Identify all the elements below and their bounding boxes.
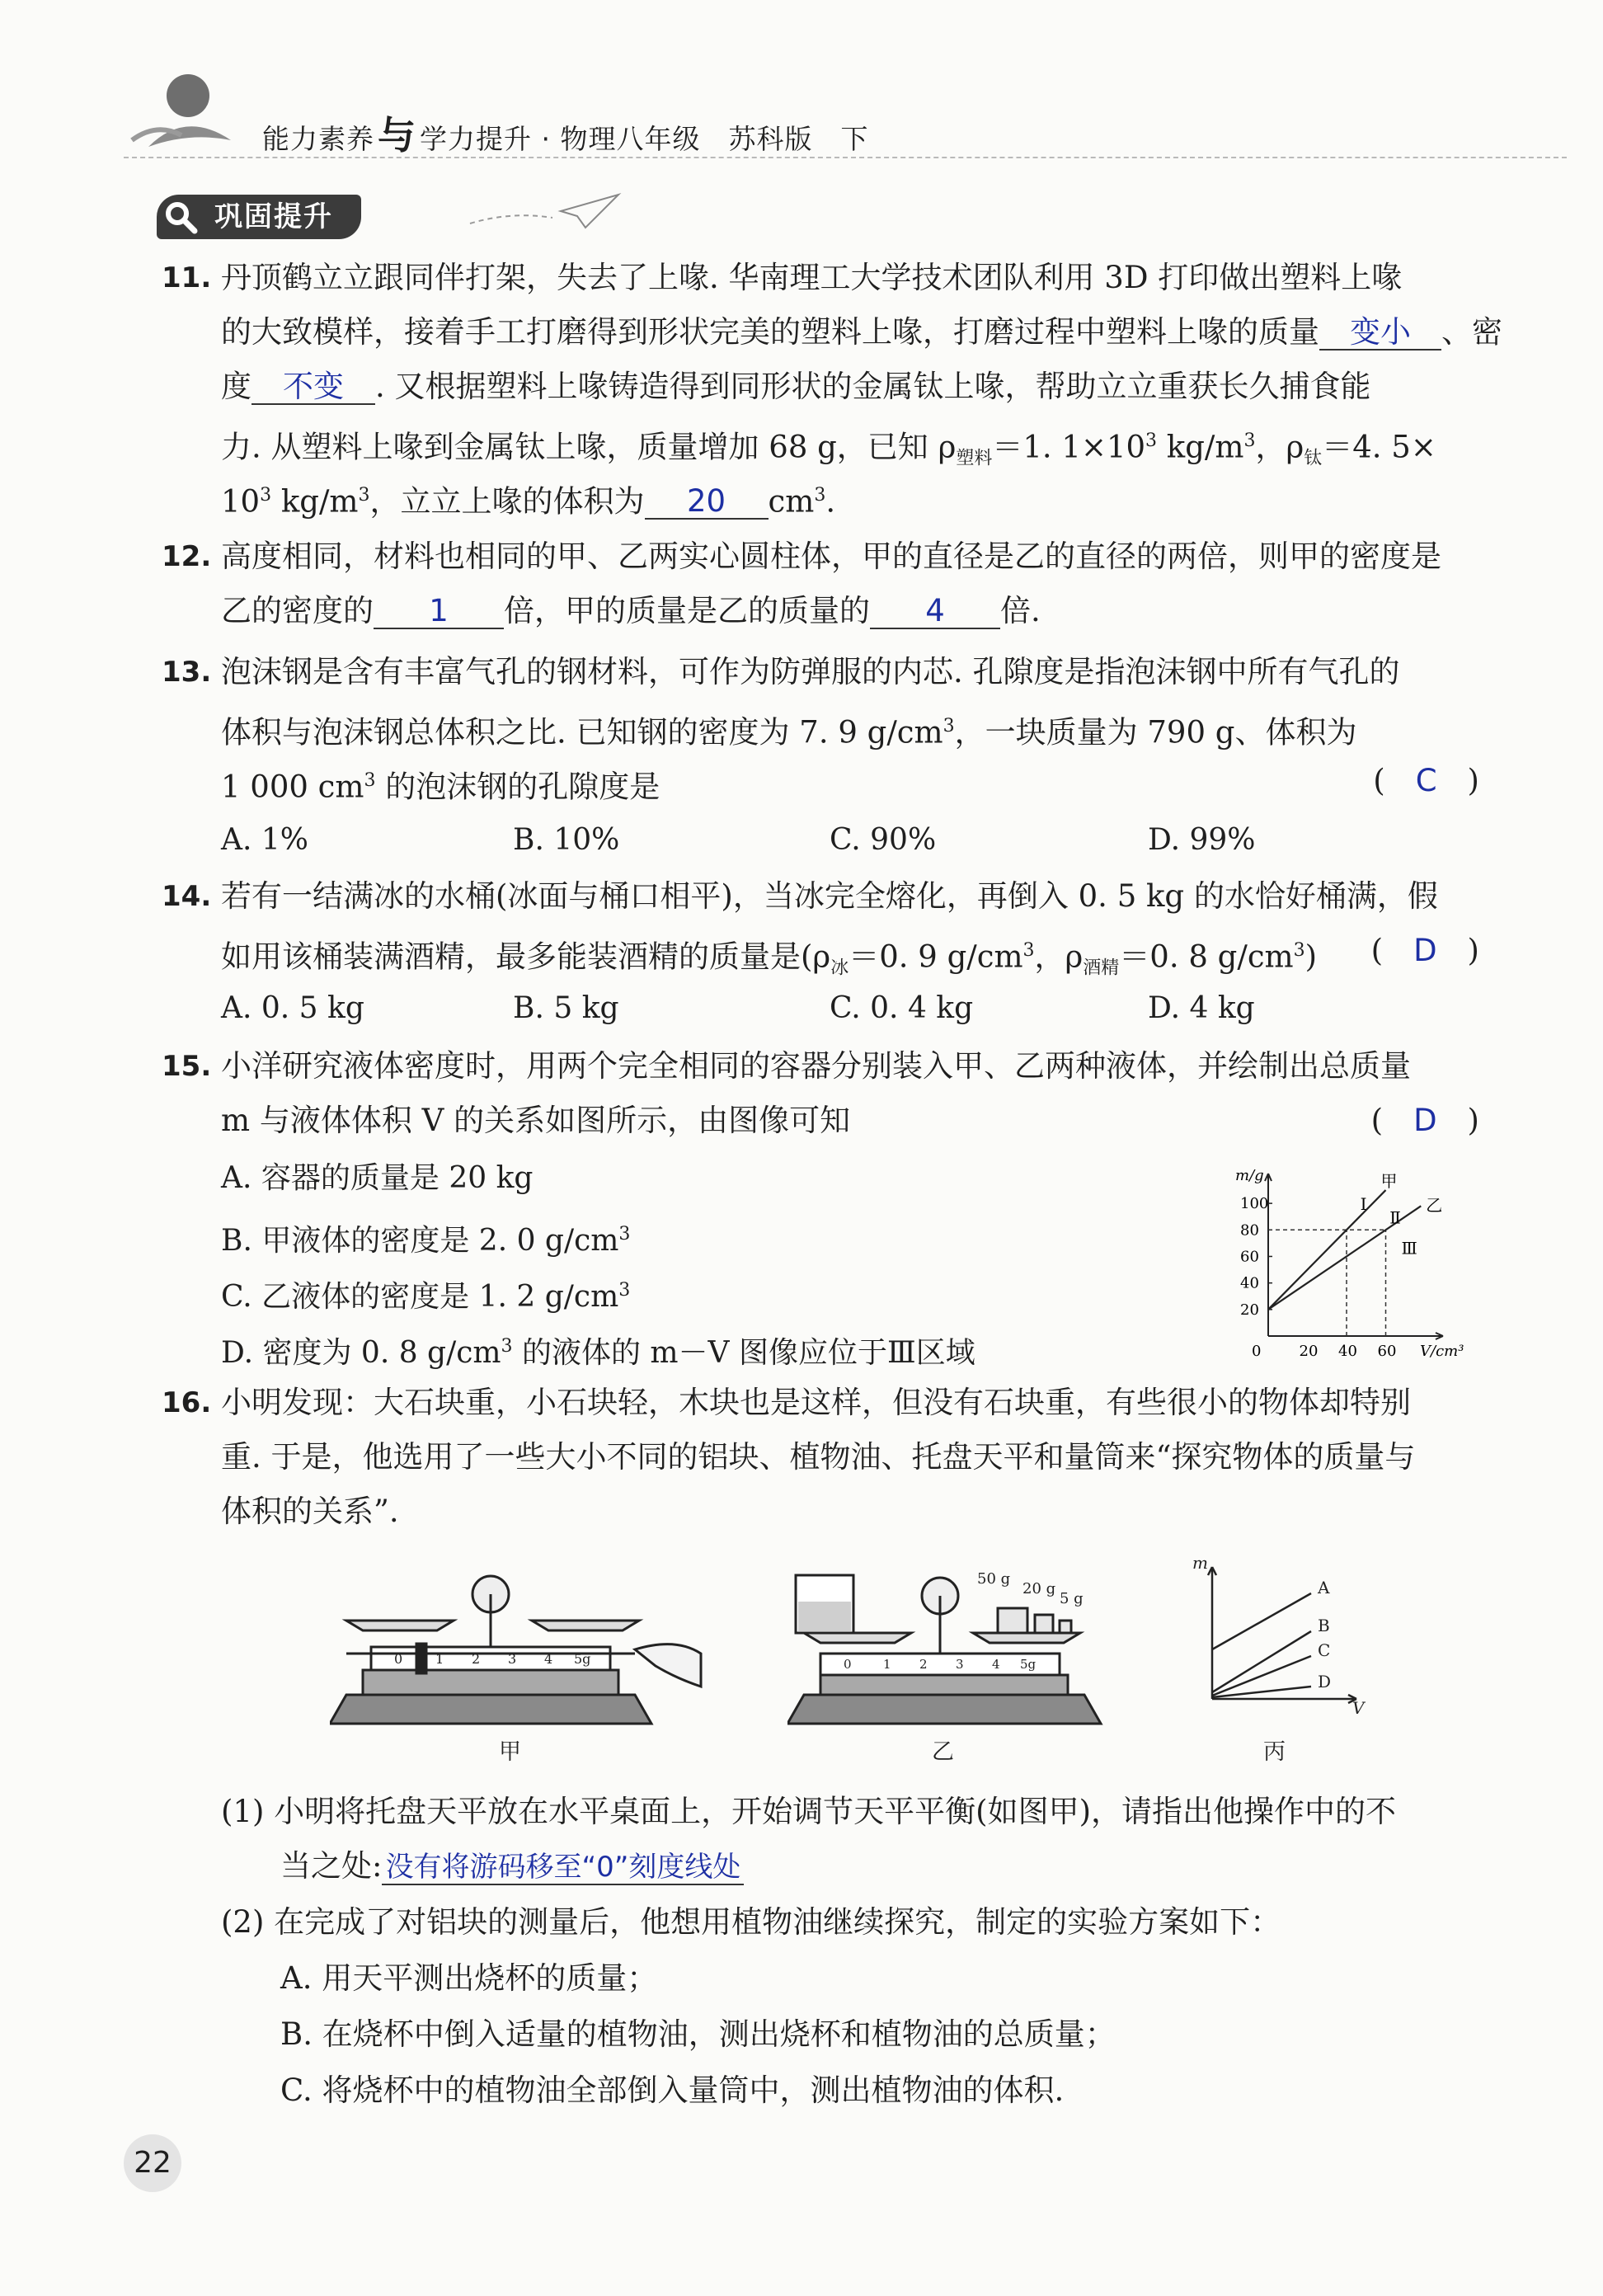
header-divider — [124, 157, 1567, 158]
q15-mv-chart — [1229, 1159, 1501, 1365]
yi-scale-5: 5g — [1020, 1657, 1037, 1672]
q16-sub2-line: (2) 在完成了对铝块的测量后，他想用植物油继续探究，制定的实验方案如下： — [221, 1904, 1281, 1940]
q14-option-b: B. 5 kg — [513, 991, 619, 1025]
q12-answer-2: 4 — [870, 595, 1000, 629]
bing-axis-m: m — [1192, 1553, 1208, 1573]
q16-number: 16. — [162, 1386, 212, 1419]
q12-line1: 高度相同，材料也相同的甲、乙两实心圆柱体，甲的直径是乙的直径的两倍，则甲的密度是 — [221, 539, 1441, 574]
figure-jia-balance — [330, 1571, 709, 1728]
chart-xtick-60: 60 — [1377, 1343, 1397, 1360]
header-title: 能力素养与 学力提升 · 物理八年级 苏科版 下 — [262, 113, 869, 158]
chart-xtick-40: 40 — [1338, 1343, 1357, 1360]
chart-xtick-0: 0 — [1252, 1343, 1262, 1360]
q11-answer-3: 20 — [645, 485, 769, 520]
q11-answer-1: 变小 — [1319, 316, 1441, 351]
q13-option-a: A. 1% — [221, 823, 308, 857]
bing-axis-v: V — [1352, 1698, 1365, 1715]
q13-number: 13. — [162, 656, 212, 689]
jia-scale-1: 1 — [435, 1651, 444, 1667]
header-logo-icon — [124, 64, 247, 155]
jia-scale-0: 0 — [394, 1651, 403, 1667]
figure-bing-label: 丙 — [1263, 1739, 1286, 1765]
q16-sub2-step-b: B. 在烧杯中倒入适量的植物油，测出烧杯和植物油的总质量； — [280, 2016, 1116, 2052]
figure-bing-graph — [1187, 1550, 1377, 1715]
q14-answer-paren: ( D ) — [1370, 933, 1479, 968]
q16-line1: 小明发现：大石块重，小石块轻，木块也是这样，但没有石块重，有些很小的物体却特别 — [221, 1385, 1411, 1420]
q12-line2: 乙的密度的 1 倍，甲的质量是乙的质量的 4 倍. — [221, 593, 1041, 628]
q16-sub1-answer: 没有将游码移至“0”刻度线处 — [382, 1851, 744, 1885]
q15-answer-paren: ( D ) — [1370, 1103, 1479, 1138]
chart-ylabel: m/g — [1235, 1167, 1264, 1184]
q11-line4: 力. 从塑料上喙到金属钛上喙，质量增加 68 g，已知 $\rho_{塑料}=1$. $1\times 10^3$ $kg/m^3$，$\rho_钛=4$. 5× — [221, 429, 1436, 469]
yi-scale-3: 3 — [956, 1657, 964, 1672]
q11-line5: $10^3$ $kg/m^3$，立立上喙的体积为 20 $cm^3$. — [221, 483, 836, 520]
magnifier-icon — [163, 200, 200, 236]
q14-line1: 若有一结满冰的水桶(冰面与桶口相平)，当冰完全熔化，再倒入 0. 5 kg 的水恰好桶满，假 — [221, 878, 1438, 914]
q13-option-b: B. 10% — [513, 823, 620, 857]
yi-scale-1: 1 — [883, 1657, 891, 1672]
bing-label-d: D — [1318, 1672, 1332, 1691]
chart-ytick-40: 40 — [1240, 1274, 1259, 1292]
jia-scale-5: 5g — [574, 1651, 591, 1667]
jia-scale-2: 2 — [472, 1651, 481, 1667]
q14-option-a: A. 0. 5 kg — [221, 991, 364, 1025]
chart-ytick-20: 20 — [1240, 1301, 1259, 1319]
q16-line2: 重. 于是，他选用了一些大小不同的铝块、植物油、托盘天平和量筒来“探究物体的质量与 — [221, 1439, 1416, 1475]
chart-xlabel: V/cm³ — [1420, 1343, 1464, 1360]
chart-ytick-100: 100 — [1240, 1195, 1269, 1213]
chart-ytick-80: 80 — [1240, 1221, 1259, 1240]
q14-option-c: C. 0. 4 kg — [830, 991, 974, 1025]
yi-scale-2: 2 — [919, 1657, 928, 1672]
figure-jia-label: 甲 — [499, 1739, 521, 1765]
figure-yi-label: 乙 — [932, 1739, 954, 1765]
q16-sub1-line1: (1) 小明将托盘天平放在水平桌面上，开始调节天平平衡(如图甲)，请指出他操作中的不 — [221, 1794, 1397, 1829]
q13-answer: C — [1415, 763, 1437, 798]
chart-series-label-1: 乙 — [1426, 1195, 1443, 1216]
paper-plane-icon — [462, 186, 627, 244]
section-badge: 巩固提升 — [157, 195, 361, 239]
bing-label-a: A — [1318, 1578, 1330, 1597]
yi-scale-4: 4 — [992, 1657, 1000, 1672]
q11-line2: 的大致模样，接着手工打磨得到形状完美的塑料上喙，打磨过程中塑料上喙的质量 变小 、密 — [221, 314, 1502, 350]
yi-weight-20g: 20 g — [1022, 1580, 1056, 1597]
q13-answer-paren: ( C ) — [1373, 763, 1479, 798]
chart-region-label-2: Ⅲ — [1401, 1238, 1417, 1259]
q15-line2: m 与液体体积 V 的关系如图所示，由图像可知 — [221, 1103, 851, 1138]
yi-scale-0: 0 — [844, 1657, 852, 1672]
q11-line1: 丹顶鹤立立跟同伴打架，失去了上喙. 华南理工大学技术团队利用 3D 打印做出塑料上喙 — [221, 260, 1403, 295]
chart-region-label-0: Ⅰ — [1360, 1194, 1367, 1215]
chart-region-label-1: Ⅱ — [1389, 1207, 1401, 1228]
q15-answer: D — [1413, 1103, 1437, 1138]
q13-option-d: D. 99% — [1148, 823, 1256, 857]
q13-line1: 泡沫钢是含有丰富气孔的钢材料，可作为防弹服的内芯. 孔隙度是指泡沫钢中所有气孔的 — [221, 654, 1400, 689]
yi-weight-50g: 50 g — [977, 1570, 1011, 1588]
q12-number: 12. — [162, 540, 212, 573]
bing-label-c: C — [1318, 1640, 1331, 1660]
q15-option-c: C. 乙液体的密度是 1. 2 $g/cm^3$ — [221, 1280, 631, 1314]
chart-series-label-0: 甲 — [1380, 1171, 1398, 1192]
q13-option-c: C. 90% — [830, 823, 937, 857]
q15-option-d: D. 密度为 0. 8 $g/cm^3$ 的液体的 m－V 图像应位于Ⅲ区域 — [221, 1336, 975, 1370]
page-number: 22 — [124, 2134, 181, 2192]
chart-series-line-0 — [1268, 1190, 1386, 1310]
q14-option-d: D. 4 kg — [1148, 991, 1255, 1025]
yi-weight-5g: 5 g — [1060, 1590, 1084, 1607]
q14-number: 14. — [162, 880, 212, 913]
q13-line2: 体积与泡沫钢总体积之比. 已知钢的密度为 7. 9 $g/cm^3$，一块质量为 790 g、体积为 — [221, 714, 1357, 750]
jia-scale-4: 4 — [544, 1651, 553, 1667]
bing-label-b: B — [1318, 1616, 1330, 1635]
q15-option-a: A. 容器的质量是 20 kg — [221, 1161, 534, 1195]
q15-number: 15. — [162, 1050, 212, 1083]
q14-line2: 如用该桶装满酒精，最多能装酒精的质量是($\rho_冰=0$. 9 $g/cm^3$，$\rho_{酒精}=0$. 8 $g/cm^3$) — [221, 939, 1318, 979]
q16-sub2-step-c: C. 将烧杯中的植物油全部倒入量筒中，测出植物油的体积. — [280, 2073, 1065, 2108]
q11-number: 11. — [162, 261, 212, 294]
chart-ytick-60: 60 — [1240, 1248, 1259, 1266]
q11-answer-2: 不变 — [251, 370, 375, 405]
q15-option-b: B. 甲液体的密度是 2. 0 $g/cm^3$ — [221, 1224, 631, 1258]
q14-answer: D — [1413, 933, 1437, 968]
chart-xtick-20: 20 — [1299, 1343, 1319, 1360]
q13-line3: 1 000 $cm^3$ 的泡沫钢的孔隙度是 — [221, 769, 660, 805]
jia-scale-3: 3 — [508, 1651, 517, 1667]
q16-sub2-step-a: A. 用天平测出烧杯的质量； — [280, 1960, 658, 1996]
q15-line1: 小洋研究液体密度时，用两个完全相同的容器分别装入甲、乙两种液体，并绘制出总质量 — [221, 1048, 1411, 1084]
q16-sub1-line2: 当之处: 没有将游码移至“0”刻度线处 — [280, 1846, 744, 1887]
figure-yi-balance — [787, 1550, 1117, 1728]
q16-line3: 体积的关系”. — [221, 1494, 399, 1529]
bing-line-d — [1212, 1687, 1311, 1697]
q12-answer-1: 1 — [374, 595, 504, 629]
q11-line3: 度 不变 . 又根据塑料上喙铸造得到同形状的金属钛上喙，帮助立立重获长久捕食能 — [221, 369, 1371, 404]
